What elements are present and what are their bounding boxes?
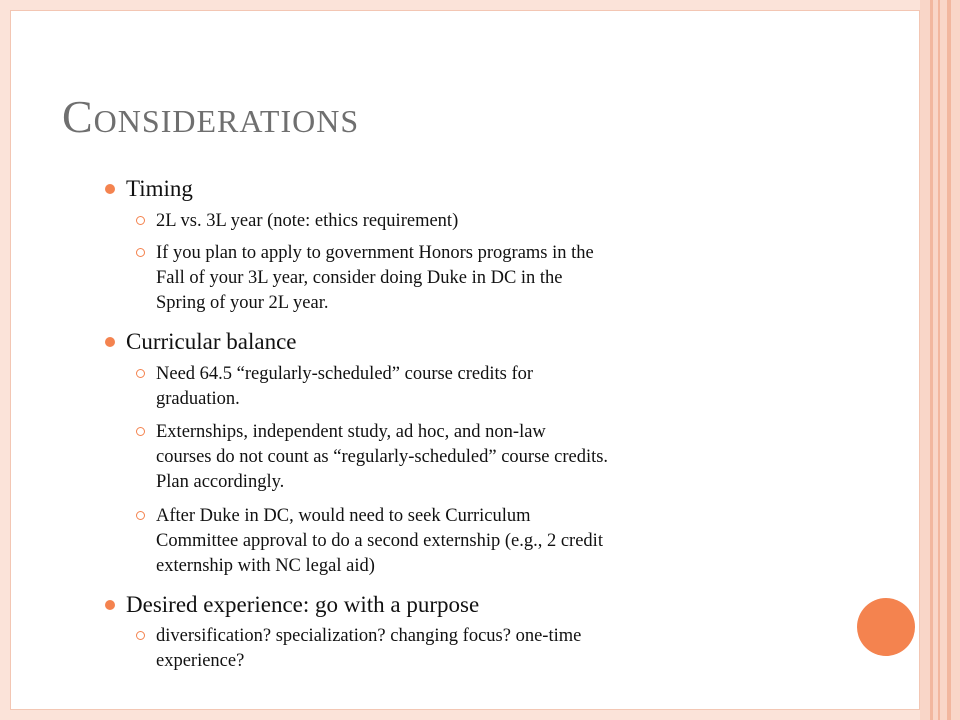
section-heading: Desired experience: go with a purpose	[126, 592, 480, 617]
ring-bullet-icon	[136, 248, 145, 257]
bullet-text: If you plan to apply to government Honors programs in the Fall of your 3L year, consider doing Duke in DC in the Spring of your 2L year.	[156, 243, 594, 313]
bullet-text: Externships, independent study, ad hoc, and non-law courses do not count as “regularly-scheduled” course credits. Plan accordingly.	[156, 422, 609, 492]
bullet-text: 2L vs. 3L year (note: ethics requirement)	[156, 211, 459, 231]
ring-bullet-icon	[136, 631, 145, 640]
band-stripe	[930, 0, 933, 720]
slide-border-top	[0, 0, 960, 10]
decorative-orange-circle	[857, 598, 915, 656]
ring-bullet-icon	[136, 216, 145, 225]
right-decorative-band	[920, 0, 960, 720]
filled-bullet-icon	[105, 184, 115, 194]
ring-bullet-icon	[136, 427, 145, 436]
band-stripe	[938, 0, 940, 720]
slide-border-left	[0, 0, 10, 720]
band-stripe	[947, 0, 951, 720]
ring-bullet-icon	[136, 369, 145, 378]
bullet-text: Need 64.5 “regularly-scheduled” course credits for graduation.	[156, 364, 534, 409]
ring-bullet-icon	[136, 511, 145, 520]
slide-border-bottom	[0, 710, 960, 720]
bullet-text: diversification? specialization? changing focus? one-time experience?	[156, 626, 582, 671]
filled-bullet-icon	[105, 600, 115, 610]
slide-title: Considerations	[62, 91, 360, 142]
section-heading: Timing	[126, 176, 193, 201]
filled-bullet-icon	[105, 337, 115, 347]
bullet-text: After Duke in DC, would need to seek Curriculum Committee approval to do a second externship (e.g., 2 credit externship with NC legal aid)	[156, 506, 603, 576]
section-heading: Curricular balance	[126, 329, 297, 354]
